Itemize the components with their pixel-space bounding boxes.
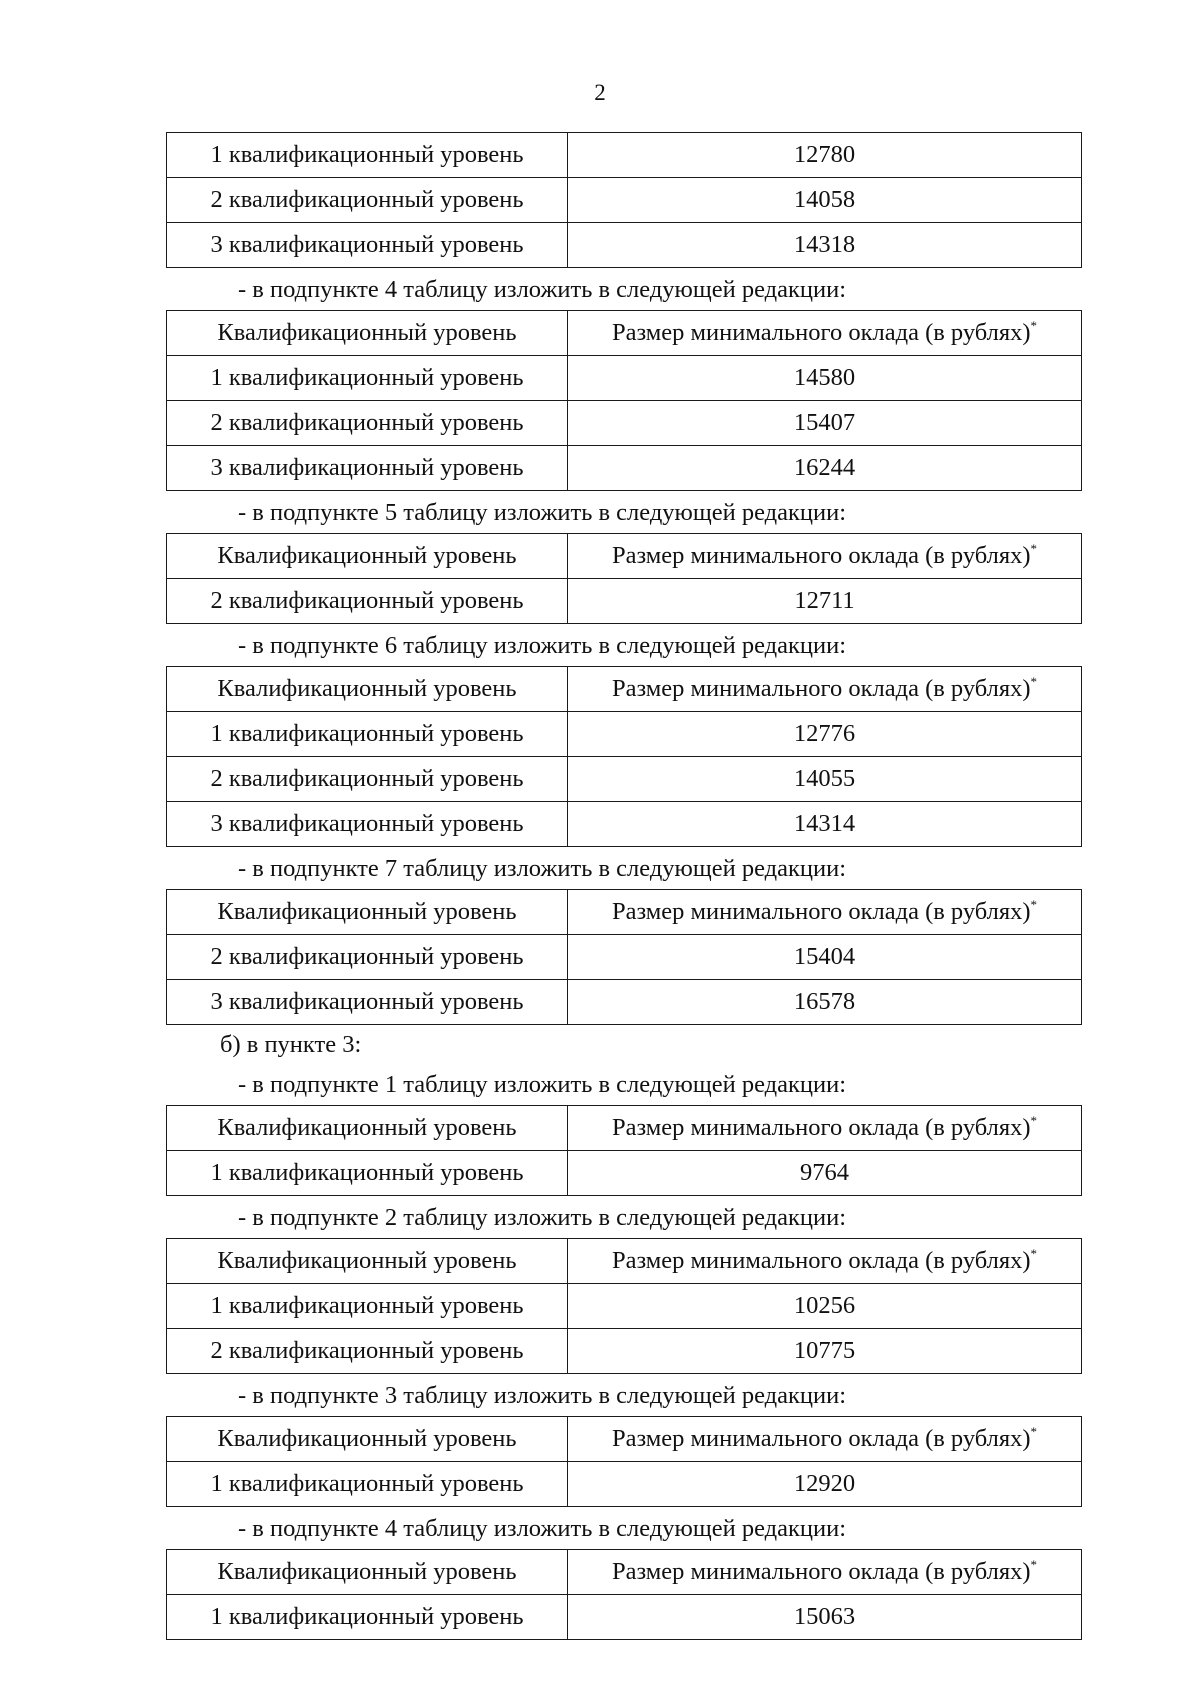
header-salary: [568, 1239, 1082, 1284]
salary-value: 14314: [568, 802, 1082, 847]
salary-table: [166, 1416, 1082, 1507]
header-salary: [568, 667, 1082, 712]
qualification-level: 3 квалификационный уровень: [167, 446, 568, 491]
qualification-level: 3 квалификационный уровень: [167, 980, 568, 1025]
table-row: [167, 802, 1082, 847]
header-level: Квалификационный уровень: [167, 667, 568, 712]
table-row: [167, 178, 1082, 223]
table-row: [167, 980, 1082, 1025]
header-level: Квалификационный уровень: [167, 1106, 568, 1151]
header-level: Квалификационный уровень: [167, 311, 568, 356]
header-salary: [568, 534, 1082, 579]
salary-value: 10256: [568, 1284, 1082, 1329]
amendment-instruction: - в подпункте 3 таблицу изложить в следующей редакции:: [238, 1382, 847, 1409]
salary-value: 12780: [568, 133, 1082, 178]
qualification-level: 2 квалификационный уровень: [167, 178, 568, 223]
table-row: [167, 223, 1082, 268]
table-header-row: [167, 311, 1082, 356]
header-salary-text: Размер минимального оклада (в рублях): [611, 541, 1031, 569]
qualification-level: 2 квалификационный уровень: [167, 757, 568, 802]
salary-table: [166, 1105, 1082, 1196]
qualification-level: 1 квалификационный уровень: [167, 1284, 568, 1329]
page-number: 2: [594, 80, 606, 105]
table-header-row: [167, 1239, 1082, 1284]
header-salary-text: Размер минимального оклада (в рублях): [611, 318, 1031, 346]
footnote-mark: *: [1030, 896, 1038, 912]
salary-table: [166, 533, 1082, 624]
qualification-level: 2 квалификационный уровень: [167, 579, 568, 624]
header-salary: [568, 890, 1082, 935]
salary-value: 9764: [568, 1151, 1082, 1196]
footnote-mark: *: [1030, 1556, 1038, 1572]
amendment-instruction: - в подпункте 2 таблицу изложить в следующей редакции:: [238, 1204, 847, 1231]
header-level: Квалификационный уровень: [167, 1239, 568, 1284]
footnote-mark: *: [1030, 1423, 1038, 1439]
header-salary-text: Размер минимального оклада (в рублях): [611, 1424, 1031, 1452]
amendment-instruction: - в подпункте 5 таблицу изложить в следующей редакции:: [238, 499, 847, 526]
salary-value: 14580: [568, 356, 1082, 401]
amendment-instruction: - в подпункте 4 таблицу изложить в следующей редакции:: [238, 276, 847, 303]
salary-value: 16578: [568, 980, 1082, 1025]
salary-value: 10775: [568, 1329, 1082, 1374]
table-row: [167, 1284, 1082, 1329]
qualification-level: 1 квалификационный уровень: [167, 1462, 568, 1507]
table-header-row: [167, 667, 1082, 712]
salary-table: [166, 666, 1082, 847]
salary-table: [166, 132, 1082, 268]
amendment-instruction: - в подпункте 7 таблицу изложить в следующей редакции:: [238, 855, 847, 882]
item-heading: б) в пункте 3:: [220, 1031, 362, 1058]
salary-value: 12776: [568, 712, 1082, 757]
header-salary: [568, 1550, 1082, 1595]
header-salary: [568, 1417, 1082, 1462]
table-row: [167, 1329, 1082, 1374]
header-salary-text: Размер минимального оклада (в рублях): [611, 1113, 1031, 1141]
qualification-level: 3 квалификационный уровень: [167, 802, 568, 847]
qualification-level: 1 квалификационный уровень: [167, 1151, 568, 1196]
table-header-row: [167, 890, 1082, 935]
table-row: [167, 356, 1082, 401]
qualification-level: 3 квалификационный уровень: [167, 223, 568, 268]
amendment-instruction: - в подпункте 1 таблицу изложить в следующей редакции:: [238, 1071, 847, 1098]
table-header-row: [167, 1550, 1082, 1595]
salary-value: 12920: [568, 1462, 1082, 1507]
table-row: [167, 446, 1082, 491]
table-row: [167, 935, 1082, 980]
salary-value: 12711: [568, 579, 1082, 624]
qualification-level: 1 квалификационный уровень: [167, 356, 568, 401]
qualification-level: 2 квалификационный уровень: [167, 1329, 568, 1374]
salary-table: [166, 889, 1082, 1025]
table-row: [167, 1151, 1082, 1196]
amendment-instruction: - в подпункте 4 таблицу изложить в следующей редакции:: [238, 1515, 847, 1542]
qualification-level: 1 квалификационный уровень: [167, 133, 568, 178]
salary-value: 14055: [568, 757, 1082, 802]
footnote-mark: *: [1030, 540, 1038, 556]
salary-value: 15407: [568, 401, 1082, 446]
footnote-mark: *: [1030, 1245, 1038, 1261]
amendment-instruction: - в подпункте 6 таблицу изложить в следующей редакции:: [238, 632, 847, 659]
header-salary: [568, 1106, 1082, 1151]
table-header-row: [167, 1106, 1082, 1151]
salary-value: 15404: [568, 935, 1082, 980]
table-row: [167, 1462, 1082, 1507]
header-salary-text: Размер минимального оклада (в рублях): [611, 897, 1031, 925]
salary-table: [166, 1238, 1082, 1374]
table-header-row: [167, 534, 1082, 579]
footnote-mark: *: [1030, 1112, 1038, 1128]
table-row: [167, 133, 1082, 178]
header-level: Квалификационный уровень: [167, 890, 568, 935]
table-row: [167, 757, 1082, 802]
salary-value: 14058: [568, 178, 1082, 223]
salary-table: [166, 310, 1082, 491]
document-body: [166, 132, 1084, 1640]
salary-value: 15063: [568, 1595, 1082, 1640]
qualification-level: 1 квалификационный уровень: [167, 712, 568, 757]
qualification-level: 2 квалификационный уровень: [167, 401, 568, 446]
salary-value: 14318: [568, 223, 1082, 268]
header-level: Квалификационный уровень: [167, 534, 568, 579]
table-row: [167, 401, 1082, 446]
header-salary-text: Размер минимального оклада (в рублях): [611, 674, 1031, 702]
table-row: [167, 579, 1082, 624]
qualification-level: 2 квалификационный уровень: [167, 935, 568, 980]
header-level: Квалификационный уровень: [167, 1417, 568, 1462]
table-header-row: [167, 1417, 1082, 1462]
footnote-mark: *: [1030, 317, 1038, 333]
qualification-level: 1 квалификационный уровень: [167, 1595, 568, 1640]
footnote-mark: *: [1030, 673, 1038, 689]
table-row: [167, 1595, 1082, 1640]
header-salary-text: Размер минимального оклада (в рублях): [611, 1246, 1031, 1274]
table-row: [167, 712, 1082, 757]
header-level: Квалификационный уровень: [167, 1550, 568, 1595]
header-salary: [568, 311, 1082, 356]
salary-value: 16244: [568, 446, 1082, 491]
salary-table: [166, 1549, 1082, 1640]
header-salary-text: Размер минимального оклада (в рублях): [611, 1557, 1031, 1585]
